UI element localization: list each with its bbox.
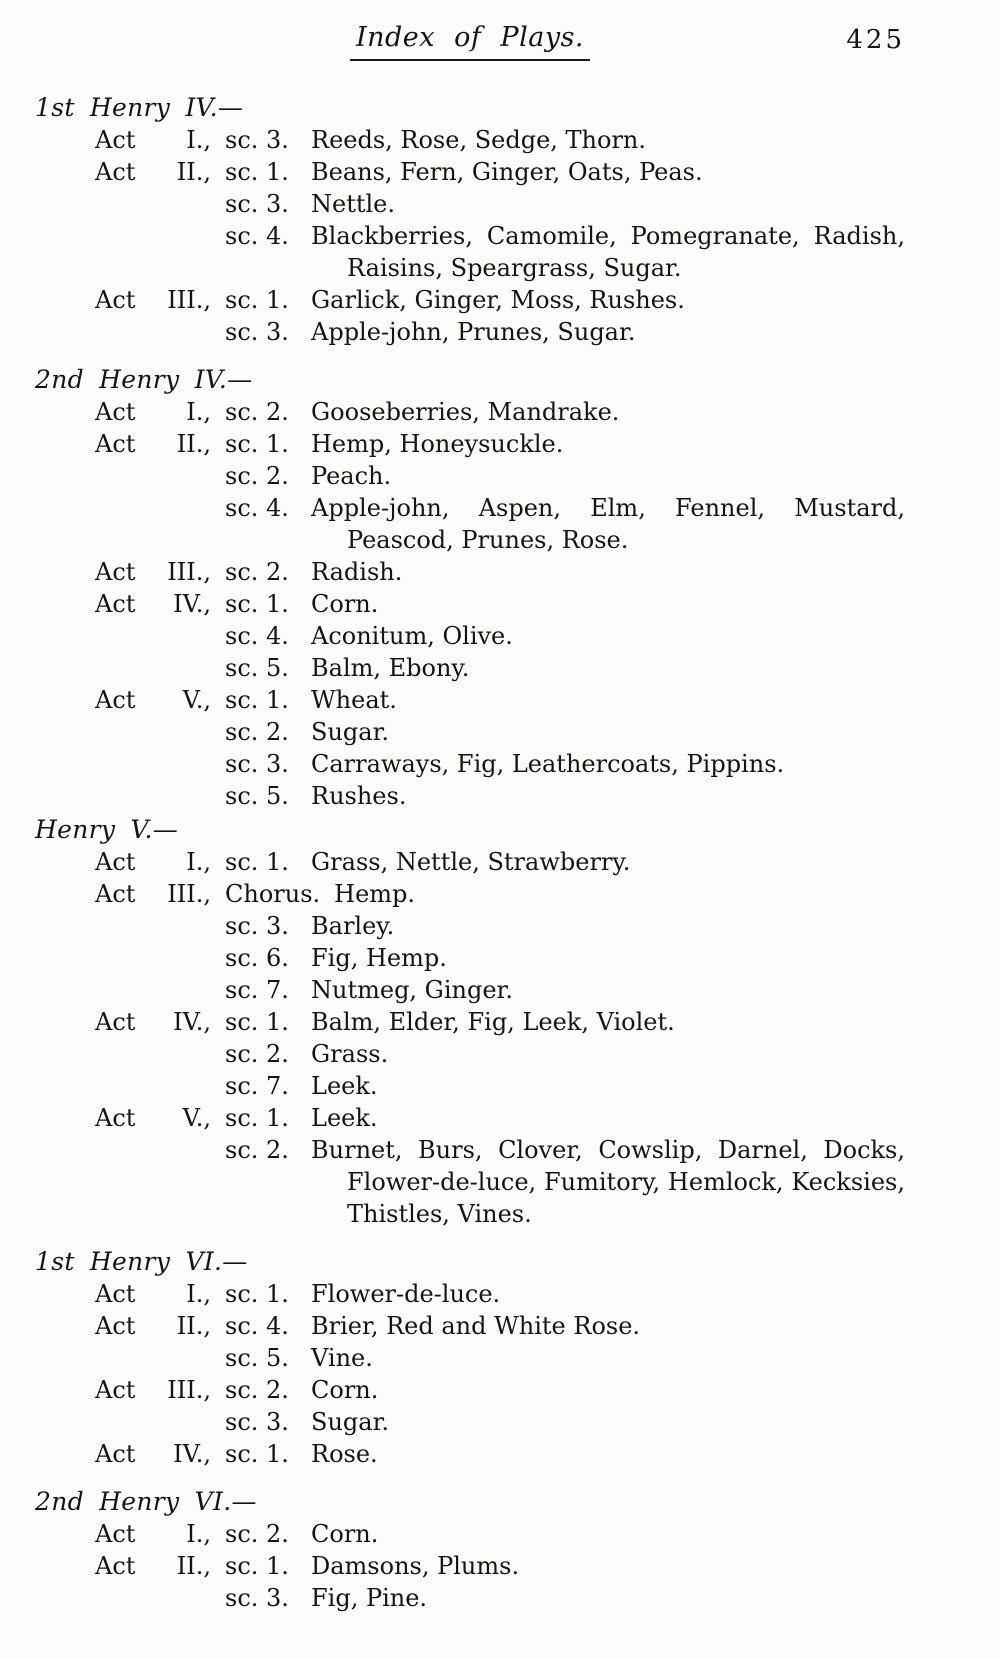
- act-numeral: I.,: [186, 1280, 211, 1308]
- scene-label: sc. 5.: [225, 654, 289, 682]
- act-numeral: I.,: [186, 848, 211, 876]
- act-label: [95, 1550, 211, 1582]
- act-label: [95, 556, 211, 588]
- act-word: Act: [95, 286, 136, 314]
- act-label: [95, 846, 211, 878]
- act-word: Act: [95, 1104, 136, 1132]
- index-entry: [95, 1310, 905, 1342]
- act-label: [95, 396, 211, 428]
- scene-label: sc. 1.: [225, 590, 289, 618]
- plant-list: Brier, Red and White Rose.: [311, 1312, 641, 1340]
- scene-label: sc. 1.: [225, 1008, 289, 1036]
- index-entry: [95, 156, 905, 188]
- act-numeral: IV.,: [173, 1008, 211, 1036]
- plant-list: Beans, Fern, Ginger, Oats, Peas.: [311, 158, 703, 186]
- plant-list: Barley.: [311, 912, 395, 940]
- act-word: Act: [95, 686, 136, 714]
- scene-label: sc. 5.: [225, 1344, 289, 1372]
- index-entry: [95, 460, 905, 492]
- index-entry: [95, 652, 905, 684]
- running-title: Index of Plays.: [350, 22, 590, 61]
- scene-label: sc. 4.: [225, 222, 289, 250]
- act-label: [95, 684, 211, 716]
- scene-label: Chorus.: [225, 880, 321, 908]
- act-numeral: II.,: [176, 158, 211, 186]
- plant-list: Vine.: [311, 1344, 373, 1372]
- section-entries: [35, 396, 905, 812]
- act-word: Act: [95, 1312, 136, 1340]
- section-title: 2nd Henry VI.—: [35, 1487, 257, 1516]
- section-title: 1st Henry IV.—: [35, 93, 244, 122]
- scene-label: sc. 3.: [225, 912, 289, 940]
- section-2nd-henry-iv: [35, 364, 905, 812]
- section-1st-henry-iv: [35, 92, 905, 348]
- plant-list: Fig, Hemp.: [311, 944, 447, 972]
- act-numeral: II.,: [176, 1552, 211, 1580]
- plant-list: Nutmeg, Ginger.: [311, 976, 514, 1004]
- index-entry: [95, 780, 905, 812]
- act-numeral: II.,: [176, 1312, 211, 1340]
- plant-list: Hemp.: [334, 880, 416, 908]
- act-label: [95, 588, 211, 620]
- index-entry: [95, 1550, 905, 1582]
- scene-label: sc. 2.: [225, 398, 289, 426]
- act-word: Act: [95, 1440, 136, 1468]
- act-word: Act: [95, 848, 136, 876]
- plant-list: Nettle.: [311, 190, 395, 218]
- act-numeral: V.,: [182, 686, 211, 714]
- index-entry: [95, 1406, 905, 1438]
- act-word: Act: [95, 1552, 136, 1580]
- act-word: Act: [95, 880, 136, 908]
- plant-list: Gooseberries, Mandrake.: [311, 398, 620, 426]
- index-entry: [95, 1070, 905, 1102]
- act-numeral: V.,: [182, 1104, 211, 1132]
- plant-list: Blackberries, Camomile, Pomegranate, Radish, Raisins, Speargrass, Sugar.: [311, 222, 905, 282]
- scene-label: sc. 3.: [225, 750, 289, 778]
- act-label: [95, 1310, 211, 1342]
- plant-list: Aconitum, Olive.: [311, 622, 513, 650]
- index-entry: [95, 974, 905, 1006]
- act-label: [95, 124, 211, 156]
- scene-label: sc. 1.: [225, 1280, 289, 1308]
- plant-list: Carraways, Fig, Leathercoats, Pippins.: [311, 750, 785, 778]
- section-entries: [35, 124, 905, 348]
- act-label: [95, 1374, 211, 1406]
- plant-list: Sugar.: [311, 1408, 390, 1436]
- index-entry: [95, 188, 905, 220]
- plant-list: Rose.: [311, 1440, 378, 1468]
- act-numeral: III.,: [167, 558, 211, 586]
- index-entry: [95, 396, 905, 428]
- scene-label: sc. 2.: [225, 558, 289, 586]
- act-word: Act: [95, 1280, 136, 1308]
- scene-label: sc. 4.: [225, 1312, 289, 1340]
- scene-label: sc. 3.: [225, 318, 289, 346]
- scene-label: sc. 3.: [225, 190, 289, 218]
- scene-label: sc. 2.: [225, 1136, 289, 1164]
- scene-label: sc. 1.: [225, 1440, 289, 1468]
- section-2nd-henry-vi: [35, 1486, 905, 1614]
- index-entry: [95, 124, 905, 156]
- act-numeral: I.,: [186, 126, 211, 154]
- scene-label: sc. 1.: [225, 848, 289, 876]
- index-entry: [95, 1438, 905, 1470]
- plant-list: Radish.: [311, 558, 403, 586]
- scene-label: sc. 1.: [225, 686, 289, 714]
- scene-label: sc. 6.: [225, 944, 289, 972]
- act-word: Act: [95, 1008, 136, 1036]
- scene-label: sc. 2.: [225, 1520, 289, 1548]
- index-entry: [95, 684, 905, 716]
- plant-list: Grass.: [311, 1040, 389, 1068]
- plant-list: Fig, Pine.: [311, 1584, 428, 1612]
- index-entry: [95, 1374, 905, 1406]
- scene-label: sc. 2.: [225, 462, 289, 490]
- index-entry: [95, 316, 905, 348]
- index-entry: [95, 284, 905, 316]
- plant-list: Corn.: [311, 1376, 379, 1404]
- scene-label: sc. 3.: [225, 126, 289, 154]
- index-entry: [95, 942, 905, 974]
- scene-label: sc. 5.: [225, 782, 289, 810]
- act-word: Act: [95, 398, 136, 426]
- act-word: Act: [95, 430, 136, 458]
- act-numeral: III.,: [167, 286, 211, 314]
- act-word: Act: [95, 558, 136, 586]
- act-numeral: III.,: [167, 880, 211, 908]
- plant-list: Apple-john, Aspen, Elm, Fennel, Mustard, Peascod, Prunes, Rose.: [311, 494, 905, 554]
- index-entry: [95, 428, 905, 460]
- section-title: 1st Henry VI.—: [35, 1247, 248, 1276]
- act-label: [95, 284, 211, 316]
- plant-list: Damsons, Plums.: [311, 1552, 520, 1580]
- index-entry: [95, 620, 905, 652]
- plant-list: Corn.: [311, 1520, 379, 1548]
- plant-list: Peach.: [311, 462, 392, 490]
- index-entry: [95, 492, 905, 556]
- plant-list: Burnet, Burs, Clover, Cowslip, Darnel, Docks, Flower-de-luce, Fumitory, Hemlock, Kecksies, Thistles, Vines.: [311, 1136, 905, 1228]
- index-entry: [95, 220, 905, 284]
- scene-label: sc. 1.: [225, 1104, 289, 1132]
- section-entries: [35, 846, 905, 1230]
- act-label: [95, 1102, 211, 1134]
- index-entry: [95, 878, 905, 910]
- section-title: 2nd Henry IV.—: [35, 365, 253, 394]
- plant-list: Corn.: [311, 590, 379, 618]
- act-label: [95, 1278, 211, 1310]
- index-entry: [95, 1134, 905, 1230]
- index-entry: [95, 716, 905, 748]
- index-entry: [95, 1342, 905, 1374]
- plant-list: Rushes.: [311, 782, 407, 810]
- section-henry-v: [35, 814, 905, 1230]
- section-entries: [35, 1518, 905, 1614]
- index-entry: [95, 1278, 905, 1310]
- scene-label: sc. 2.: [225, 1040, 289, 1068]
- plant-list: Balm, Elder, Fig, Leek, Violet.: [311, 1008, 675, 1036]
- plant-list: Apple-john, Prunes, Sugar.: [311, 318, 636, 346]
- plant-list: Balm, Ebony.: [311, 654, 470, 682]
- scene-label: sc. 1.: [225, 158, 289, 186]
- act-label: [95, 156, 211, 188]
- scene-label: sc. 1.: [225, 1552, 289, 1580]
- act-label: [95, 1006, 211, 1038]
- plant-list: Leek.: [311, 1072, 378, 1100]
- index-entry: [95, 1518, 905, 1550]
- page-number: 425: [846, 25, 905, 55]
- plant-list: Hemp, Honeysuckle.: [311, 430, 564, 458]
- index-entry: [95, 1102, 905, 1134]
- act-label: [95, 1438, 211, 1470]
- section-1st-henry-vi: [35, 1246, 905, 1470]
- index-entry: [95, 1006, 905, 1038]
- scene-label: sc. 2.: [225, 718, 289, 746]
- scene-label: sc. 7.: [225, 976, 289, 1004]
- plant-list: Sugar.: [311, 718, 390, 746]
- index-entry: [95, 846, 905, 878]
- act-numeral: IV.,: [173, 590, 211, 618]
- scene-label: sc. 2.: [225, 1376, 289, 1404]
- page-header: [35, 22, 905, 70]
- scene-label: sc. 7.: [225, 1072, 289, 1100]
- scene-label: sc. 3.: [225, 1584, 289, 1612]
- scene-label: sc. 4.: [225, 494, 289, 522]
- act-label: [95, 1518, 211, 1550]
- act-word: Act: [95, 1520, 136, 1548]
- scene-label: sc. 1.: [225, 430, 289, 458]
- index-entry: [95, 1038, 905, 1070]
- index-entry: [95, 556, 905, 588]
- act-numeral: III.,: [167, 1376, 211, 1404]
- act-numeral: II.,: [176, 430, 211, 458]
- section-title: Henry V.—: [35, 815, 179, 844]
- act-word: Act: [95, 1376, 136, 1404]
- plant-list: Grass, Nettle, Strawberry.: [311, 848, 631, 876]
- index-entry: [95, 588, 905, 620]
- scene-label: sc. 3.: [225, 1408, 289, 1436]
- section-entries: [35, 1278, 905, 1470]
- scene-label: sc. 4.: [225, 622, 289, 650]
- act-word: Act: [95, 158, 136, 186]
- plant-list: Flower-de-luce.: [311, 1280, 501, 1308]
- index-entry: [95, 1582, 905, 1614]
- plant-list: Leek.: [311, 1104, 378, 1132]
- act-word: Act: [95, 126, 136, 154]
- scene-label: sc. 1.: [225, 286, 289, 314]
- act-word: Act: [95, 590, 136, 618]
- index-entry: [95, 910, 905, 942]
- act-label: [95, 428, 211, 460]
- act-numeral: I.,: [186, 1520, 211, 1548]
- plant-list: Wheat.: [311, 686, 397, 714]
- plant-list: Reeds, Rose, Sedge, Thorn.: [311, 126, 647, 154]
- act-numeral: I.,: [186, 398, 211, 426]
- act-numeral: IV.,: [173, 1440, 211, 1468]
- act-label: [95, 878, 211, 910]
- plant-list: Garlick, Ginger, Moss, Rushes.: [311, 286, 685, 314]
- index-entry: [95, 748, 905, 780]
